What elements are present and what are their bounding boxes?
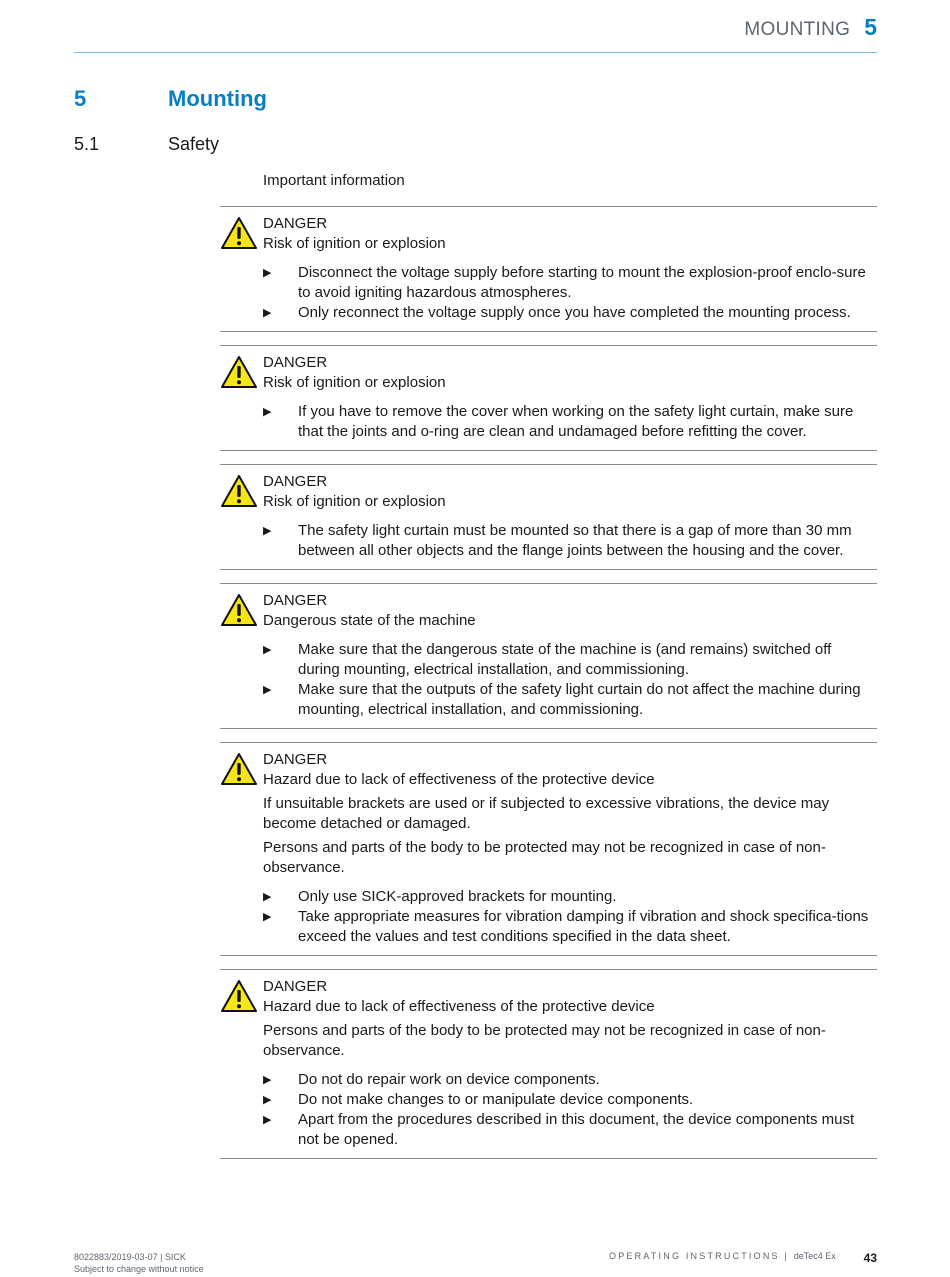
danger-warning-box [220, 742, 877, 956]
instruction-item [263, 640, 877, 680]
header-divider [74, 52, 877, 53]
instruction-item [263, 680, 877, 720]
footer-notice: Subject to change without notice [74, 1264, 204, 1274]
running-header [744, 14, 877, 41]
danger-label: DANGER [263, 978, 328, 995]
footer-document-type [609, 1251, 836, 1261]
instruction-text: Only use SICK-approved brackets for mounting. [298, 888, 617, 905]
danger-subtitle: Hazard due to lack of effectiveness of the protective device [263, 771, 655, 788]
danger-label: DANGER [263, 473, 328, 490]
danger-warning-box [220, 583, 877, 729]
danger-label: DANGER [263, 751, 328, 768]
instruction-item [263, 1110, 877, 1150]
instruction-text: If you have to remove the cover when working on the safety light curtain, make sure that the joints and o-ring are clean and undamaged before refitting the cover. [298, 403, 854, 440]
bullet-arrow-icon: ▶ [263, 267, 272, 279]
instruction-list [263, 263, 877, 323]
instruction-item [263, 907, 877, 947]
danger-subtitle: Risk of ignition or explosion [263, 235, 446, 252]
header-chapter-label: MOUNTING [744, 19, 851, 40]
danger-label: DANGER [263, 592, 328, 609]
instruction-item [263, 887, 877, 907]
instruction-text: Take appropriate measures for vibration damping if vibration and shock specifica-tions exceed the values and test conditions specified in the data sheet. [298, 908, 869, 945]
page-number: 43 [863, 1251, 877, 1265]
warning-triangle-icon [220, 593, 258, 627]
footer-doc-id: 8022883/2019-03-07 | SICK [74, 1252, 186, 1262]
instruction-text: Only reconnect the voltage supply once you have completed the mounting process. [298, 304, 851, 321]
footer-left [74, 1251, 204, 1275]
section-title: Safety [168, 134, 220, 154]
section-number: 5.1 [74, 134, 100, 154]
bullet-arrow-icon: ▶ [263, 684, 272, 696]
instruction-text: Do not do repair work on device components. [298, 1071, 600, 1088]
instruction-list [263, 1070, 877, 1150]
instruction-text: Make sure that the dangerous state of the machine is (and remains) switched off during mounting, electrical installation, and commissioning. [298, 641, 832, 678]
warnings-list [220, 206, 877, 1172]
instruction-text: Do not make changes to or manipulate device components. [298, 1091, 694, 1108]
bullet-arrow-icon: ▶ [263, 307, 272, 319]
danger-paragraph: If unsuitable brackets are used or if subjected to excessive vibrations, the device may become detached or damaged. [263, 795, 830, 832]
danger-paragraph: Persons and parts of the body to be protected may not be recognized in case of non-observance. [263, 839, 826, 876]
instruction-item [263, 1070, 877, 1090]
instruction-list [263, 640, 877, 720]
danger-warning-box [220, 969, 877, 1159]
bullet-arrow-icon: ▶ [263, 406, 272, 418]
instruction-item [263, 263, 877, 303]
instruction-item [263, 1090, 877, 1110]
danger-paragraph: Persons and parts of the body to be protected may not be recognized in case of non-observance. [263, 1022, 826, 1059]
bullet-arrow-icon: ▶ [263, 644, 272, 656]
instruction-item [263, 303, 877, 323]
bullet-arrow-icon: ▶ [263, 891, 272, 903]
bullet-arrow-icon: ▶ [263, 1094, 272, 1106]
bullet-arrow-icon: ▶ [263, 911, 272, 923]
danger-warning-box [220, 464, 877, 570]
warning-triangle-icon [220, 979, 258, 1013]
instruction-list [263, 521, 877, 561]
bullet-arrow-icon: ▶ [263, 1074, 272, 1086]
danger-subtitle: Risk of ignition or explosion [263, 374, 446, 391]
danger-warning-box [220, 345, 877, 451]
footer-product: deTec4 Ex [793, 1251, 836, 1261]
instruction-text: Make sure that the outputs of the safety light curtain do not affect the machine during mounting, electrical installation, and commissioning. [298, 681, 861, 718]
header-chapter-number: 5 [864, 14, 877, 40]
bullet-arrow-icon: ▶ [263, 525, 272, 537]
instruction-list [263, 402, 877, 442]
important-information-heading: Important information [263, 172, 405, 189]
instruction-text: Apart from the procedures described in this document, the device components must not be opened. [298, 1111, 855, 1148]
warning-triangle-icon [220, 355, 258, 389]
instruction-text: Disconnect the voltage supply before starting to mount the explosion-proof enclo-sure to avoid igniting hazardous atmospheres. [298, 264, 866, 301]
danger-subtitle: Risk of ignition or explosion [263, 493, 446, 510]
danger-subtitle: Hazard due to lack of effectiveness of the protective device [263, 998, 655, 1015]
bullet-arrow-icon: ▶ [263, 1114, 272, 1126]
danger-label: DANGER [263, 215, 328, 232]
danger-warning-box [220, 206, 877, 332]
warning-triangle-icon [220, 752, 258, 786]
instruction-list [263, 887, 877, 947]
warning-triangle-icon [220, 216, 258, 250]
instruction-item [263, 521, 877, 561]
footer-doc-type: OPERATING INSTRUCTIONS | [609, 1251, 794, 1261]
danger-label: DANGER [263, 354, 328, 371]
danger-subtitle: Dangerous state of the machine [263, 612, 476, 629]
chapter-number: 5 [74, 86, 87, 111]
warning-triangle-icon [220, 474, 258, 508]
instruction-item [263, 402, 877, 442]
instruction-text: The safety light curtain must be mounted so that there is a gap of more than 30 mm between all other objects and the flange joints between the housing and the cover. [298, 522, 852, 559]
chapter-title: Mounting [168, 86, 267, 111]
